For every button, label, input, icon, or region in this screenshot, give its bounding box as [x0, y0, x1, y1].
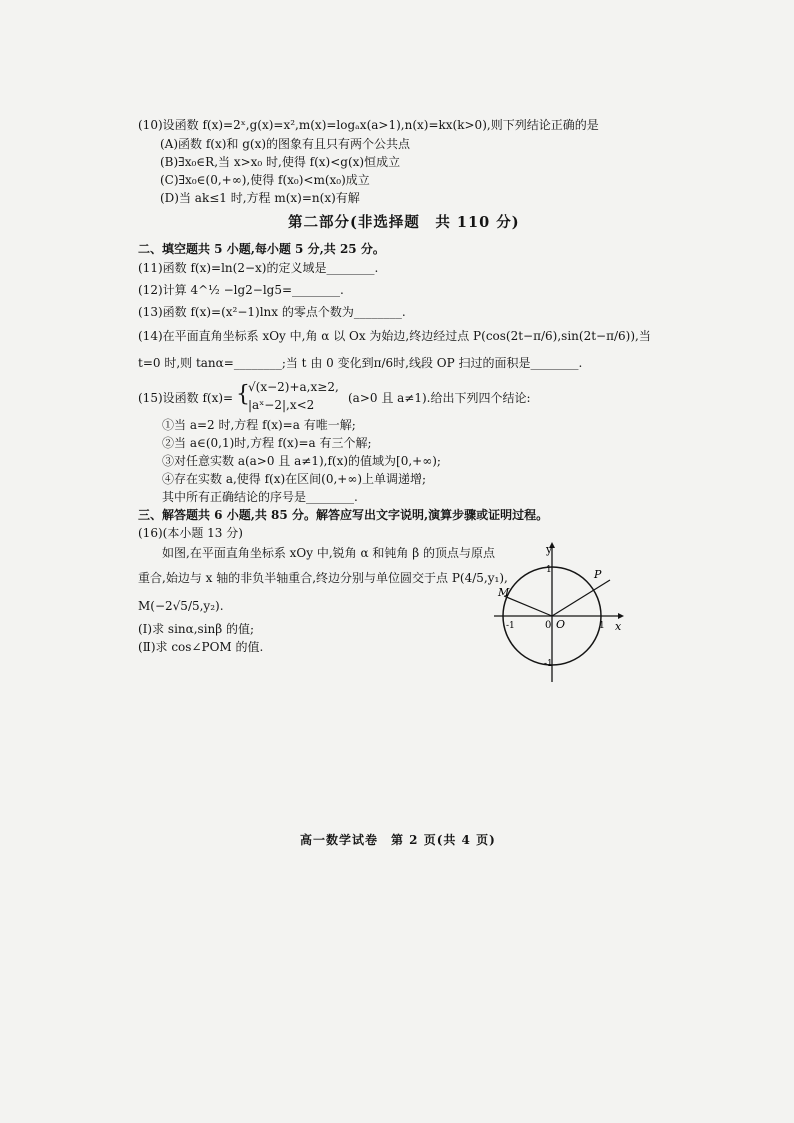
- q15-tail: 其中所有正确结论的序号是________.: [162, 490, 358, 504]
- q15-item-2: ②当 a∈(0,1)时,方程 f(x)=a 有三个解;: [162, 436, 372, 450]
- q15-case1: √(x−2)+a,x≥2,: [248, 380, 339, 394]
- q16-line1: 如图,在平面直角坐标系 xOy 中,锐角 α 和钝角 β 的顶点与原点: [162, 546, 495, 560]
- q16-part1: (Ⅰ)求 sinα,sinβ 的值;: [138, 622, 255, 636]
- x-one-label: 1: [599, 621, 605, 631]
- q15-item-1: ①当 a=2 时,方程 f(x)=a 有唯一解;: [162, 418, 356, 432]
- y-neg-one-label: -1: [544, 659, 553, 669]
- section2-header: 二、填空题共 5 小题,每小题 5 分,共 25 分。: [138, 242, 385, 256]
- q15-item-3: ③对任意实数 a(a>0 且 a≠1),f(x)的值域为[0,+∞);: [162, 454, 441, 468]
- q15-condition: (a>0 且 a≠1).给出下列四个结论:: [348, 391, 531, 405]
- q10-option-a: (A)函数 f(x)和 g(x)的图象有且只有两个公共点: [160, 137, 411, 151]
- q15-item-4: ④存在实数 a,使得 f(x)在区间(0,+∞)上单调递增;: [162, 472, 427, 486]
- x-axis-arrow: [618, 613, 624, 619]
- y-one-label: 1: [546, 565, 552, 575]
- section3-header: 三、解答题共 6 小题,共 85 分。解答应写出文字说明,演算步骤或证明过程。: [138, 508, 549, 522]
- q10-stem: (10)设函数 f(x)=2ˣ,g(x)=x²,m(x)=logₐx(a>1),n(x)=kx(k>0),则下列结论正确的是: [138, 118, 599, 132]
- q13: (13)函数 f(x)=(x²−1)lnx 的零点个数为________.: [138, 305, 406, 319]
- q12: (12)计算 4^½ −lg2−lg5=________.: [138, 283, 344, 297]
- page-footer: 高一数学试卷 第 2 页(共 4 页): [300, 833, 496, 847]
- q16-line2: 重合,始边与 x 轴的非负半轴重合,终边分别与单位圆交于点 P(4/5,y₁),: [138, 571, 508, 585]
- q10-option-c: (C)∃x₀∈(0,+∞),使得 f(x₀)<m(x₀)成立: [160, 173, 370, 187]
- x-axis-label: x: [615, 620, 622, 633]
- q15-brace: {: [236, 382, 250, 407]
- q16-title: (16)(本小题 13 分): [138, 526, 243, 540]
- q11: (11)函数 f(x)=ln(2−x)的定义域是________.: [138, 261, 379, 275]
- q10-option-d: (D)当 ak≤1 时,方程 m(x)=n(x)有解: [160, 191, 360, 205]
- x-neg-one-label: -1: [506, 621, 515, 631]
- zero-label: 0: [545, 620, 552, 631]
- q15-stem: (15)设函数 f(x)=: [138, 391, 234, 405]
- unit-circle-figure: [490, 536, 630, 686]
- q16-part2: (Ⅱ)求 cos∠POM 的值.: [138, 640, 264, 654]
- ray-OM: [504, 596, 552, 616]
- point-M-label: M: [498, 586, 510, 599]
- q15-case2: |aˣ−2|,x<2: [248, 398, 315, 412]
- origin-label: O: [556, 618, 566, 631]
- q14-line1: (14)在平面直角坐标系 xOy 中,角 α 以 Ox 为始边,终边经过点 P(cos(2t−π/6),sin(2t−π/6)),当: [138, 329, 651, 343]
- q16-line3: M(−2√5/5,y₂).: [138, 599, 224, 613]
- point-P-label: P: [594, 568, 602, 581]
- q14-line2: t=0 时,则 tanα=________;当 t 由 0 变化到π/6时,线段 OP 扫过的面积是________.: [138, 356, 583, 370]
- y-axis-label: y: [546, 543, 553, 556]
- q10-option-b: (B)∃x₀∈R,当 x>x₀ 时,使得 f(x)<g(x)恒成立: [160, 155, 401, 169]
- part2-title: 第二部分(非选择题 共 110 分): [288, 214, 520, 231]
